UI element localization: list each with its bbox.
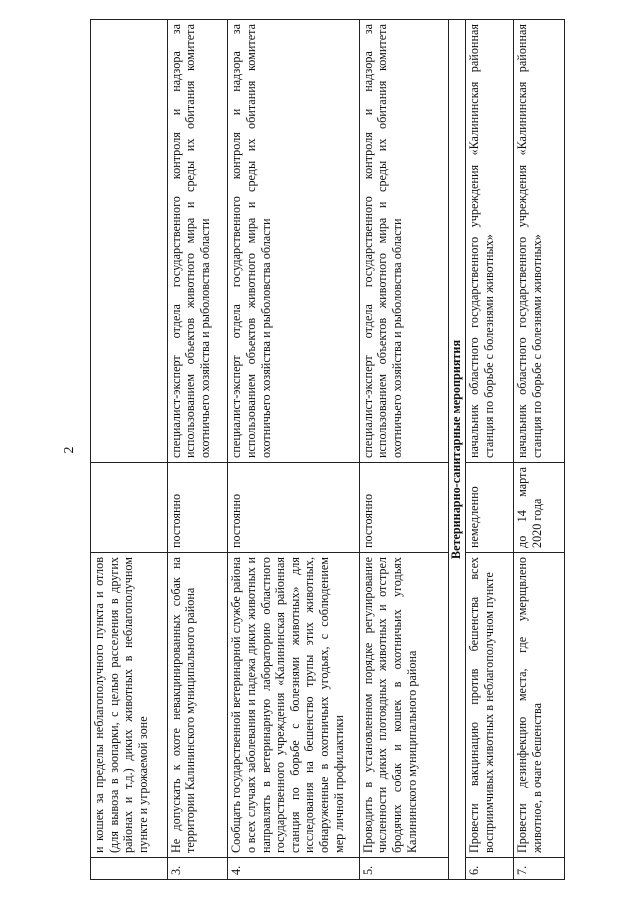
table-row bbox=[514, 20, 565, 880]
measure-text: Провести вакцинацию против бешенства всех восприимчивых животных в неблагополучном пункте bbox=[465, 553, 514, 858]
section-title: Ветеринарно-санитарные мероприятия bbox=[448, 20, 465, 880]
section-header-row bbox=[448, 20, 465, 880]
row-number: 7. bbox=[514, 858, 565, 880]
table-row bbox=[359, 20, 448, 880]
deadline-cell: до 14 марта 2020 года bbox=[514, 463, 565, 553]
responsible-cell bbox=[91, 20, 168, 463]
measures-table bbox=[90, 19, 565, 880]
row-number: 3. bbox=[167, 858, 228, 880]
table-row bbox=[228, 20, 359, 880]
row-number: 5. bbox=[359, 858, 448, 880]
deadline-cell: постоянно bbox=[167, 463, 228, 553]
responsible-cell: специалист-эксперт отдела государственного контроля и надзора за использованием объектов животного мира и среды их обитания комитета охотничьего хозяйства и рыболовства области bbox=[167, 20, 228, 463]
table-row bbox=[91, 20, 168, 880]
measure-text: Провести дезинфекцию места, где умерщвлено животное, в очаге бешенства bbox=[514, 553, 565, 858]
table-row bbox=[167, 20, 228, 880]
row-number bbox=[91, 858, 168, 880]
deadline-cell: немедленно bbox=[465, 463, 514, 553]
row-number: 6. bbox=[465, 858, 514, 880]
deadline-cell: постоянно bbox=[359, 463, 448, 553]
plan-table-sheet bbox=[90, 20, 565, 880]
responsible-cell: начальник областного государственного учреждения «Калининская районная станция по борьбе с болезнями животных» bbox=[465, 20, 514, 463]
page-number: 2 bbox=[62, 446, 77, 454]
responsible-cell: специалист-эксперт отдела государственного контроля и надзора за использованием объектов животного мира и среды их обитания комитета охотничьего хозяйства и рыболовства области bbox=[228, 20, 359, 463]
deadline-cell bbox=[91, 463, 168, 553]
measure-text: Не допускать к охоте невакцинированных собак на территории Калининского муниципального района bbox=[167, 553, 228, 858]
responsible-cell: начальник областного государственного учреждения «Калининская районная станция по борьбе с болезнями животных» bbox=[514, 20, 565, 463]
deadline-cell: постоянно bbox=[228, 463, 359, 553]
table-row bbox=[465, 20, 514, 880]
measure-text: Проводить в установленном порядке регулирование численности диких плотоядных животных и отстрел бродячих собак и кошек в охотничьих угодьях Калининского муниципального района bbox=[359, 553, 448, 858]
measure-text: и кошек за пределы неблагополучного пункта и отлов (для вывоза в зоопарки, с целью расселения в других районах и т.д.) диких животных в неблагополучном пункте и угрожаемой зоне bbox=[91, 553, 168, 858]
measure-text: Сообщать государственной ветеринарной службе района о всех случаях заболевания и падежа диких животных и направлять в ветеринарную лабораторию областного государственного учреждения «Калининская районная станция по борьбе с болезнями животных» для исследования на бешенство трупы этих животных, обнаруженные в охотничьих угодьях, с соблюдением мер личной профилактики bbox=[228, 553, 359, 858]
row-number: 4. bbox=[228, 858, 359, 880]
responsible-cell: специалист-эксперт отдела государственного контроля и надзора за использованием объектов животного мира и среды их обитания комитета охотничьего хозяйства и рыболовства области bbox=[359, 20, 448, 463]
